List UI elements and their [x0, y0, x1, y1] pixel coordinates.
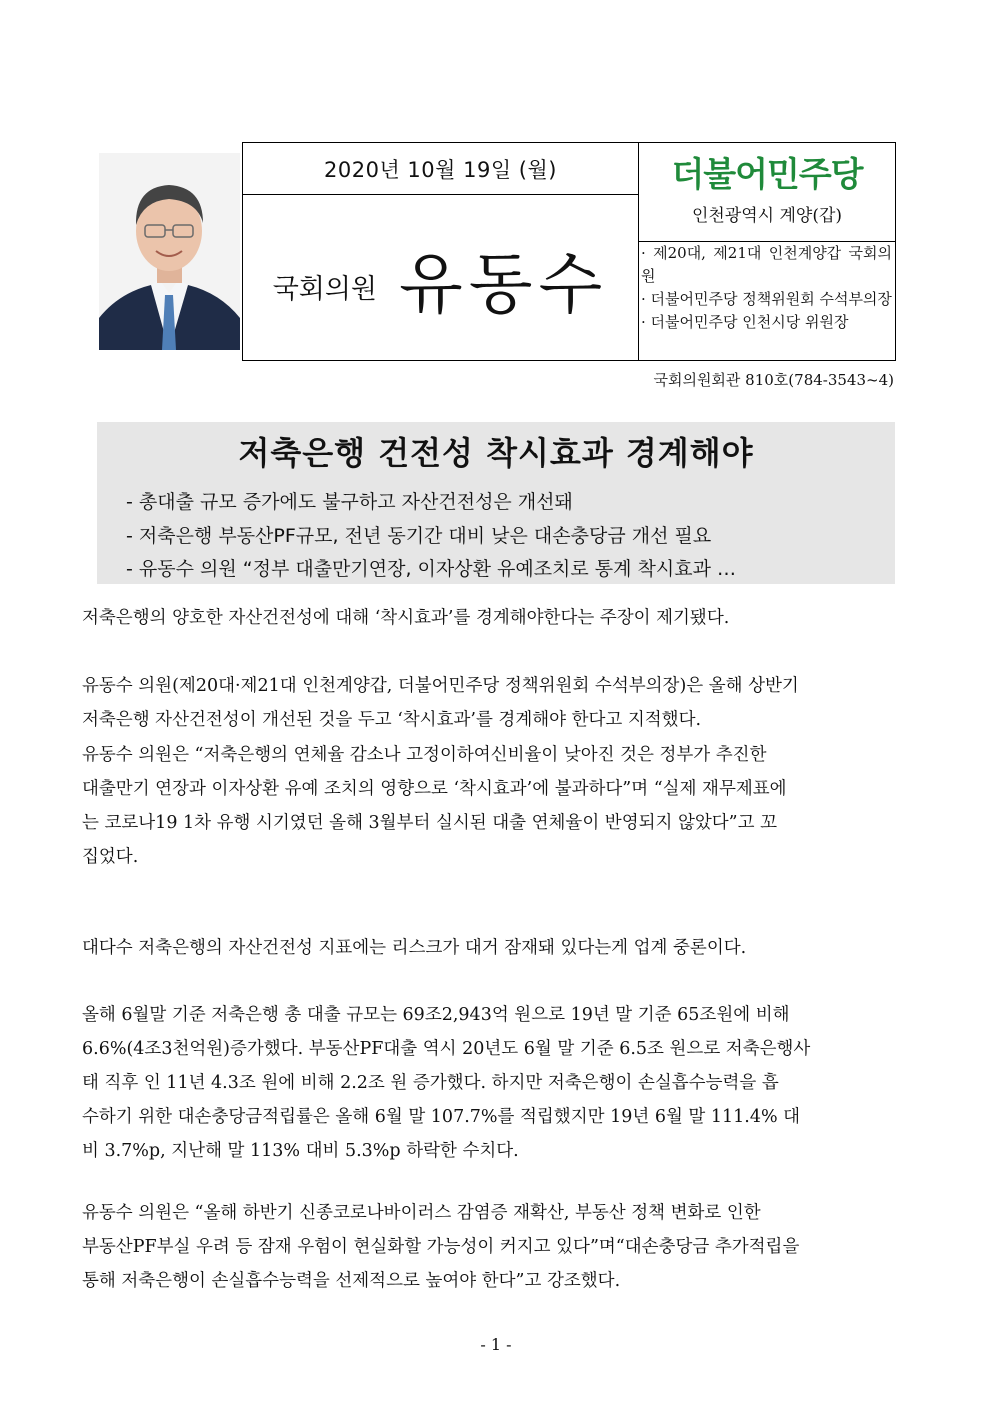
header-table [242, 142, 896, 361]
paragraph-line: 통해 저축은행이 손실흡수능력을 선제적으로 높여야 한다”고 강조했다. [82, 1271, 621, 1291]
district: 인천광역시 계양(갑) [691, 206, 843, 226]
headline-box [97, 422, 895, 584]
paragraph-line: 저축은행의 양호한 자산건전성에 대해 ‘착시효과’를 경계해야한다는 주장이 제기됐다. [82, 608, 730, 628]
paragraph-4 [82, 931, 897, 965]
paragraph-line: 대출만기 연장과 이자상환 유예 조치의 영향으로 ‘착시효과’에 불과하다”며 “실제 재무제표에 [82, 779, 787, 799]
page-number: - 1 - [480, 1335, 512, 1354]
career-item: · 더불어민주당 인천시당 위원장 [641, 313, 849, 331]
paragraph-6 [82, 1196, 897, 1298]
paragraph-3 [82, 738, 897, 874]
paragraph-line: 대다수 저축은행의 자산건전성 지표에는 리스크가 대거 잠재돼 있다는게 업계 중론이다. [82, 938, 747, 958]
paragraph-line: 집었다. [82, 847, 139, 867]
subtitle: - 유동수 의원 “정부 대출만기연장, 이자상환 유예조치로 통계 착시효과 … [126, 558, 737, 580]
paragraph-line: 부동산PF부실 우려 등 잠재 우험이 현실화할 가능성이 커지고 있다”며“대손충당금 추가적립을 [82, 1237, 800, 1257]
subtitle: - 저축은행 부동산PF규모, 전년 동기간 대비 낮은 대손충당금 개선 필요 [126, 525, 712, 547]
subtitle: - 총대출 규모 증가에도 불구하고 자산건전성은 개선돼 [126, 491, 573, 513]
name-row [243, 195, 638, 360]
paragraph-1 [82, 601, 897, 635]
paragraph-line: 유동수 의원은 “올해 하반기 신종코로나바이러스 감염증 재확산, 부동산 정책 변화로 인한 [82, 1203, 761, 1223]
paragraph-line: 유동수 의원은 “저축은행의 연체율 감소나 고정이하여신비율이 낮아진 것은 정부가 추진한 [82, 745, 767, 765]
headline-title: 저축은행 건전성 착시효과 경계해야 [238, 434, 754, 472]
portrait-image [99, 153, 240, 350]
release-date: 2020년 10월 19일 (월) [243, 143, 638, 195]
portrait-photo [99, 153, 240, 350]
member-name: 유동수 [399, 246, 609, 323]
paragraph-2 [82, 669, 897, 737]
career-list [639, 241, 895, 360]
paragraph-line: 비 3.7%p, 지난해 말 113% 대비 5.3%p 하락한 수치다. [82, 1141, 519, 1161]
paragraph-line: 태 직후 인 11년 4.3조 원에 비해 2.2조 원 증가했다. 하지만 저축은행이 손실흡수능력을 흡 [82, 1073, 779, 1093]
header-left [243, 143, 639, 360]
paragraph-line: 올해 6월말 기준 저축은행 총 대출 규모는 69조2,943억 원으로 19년 말 기준 65조원에 비해 [82, 1005, 790, 1025]
paragraph-line: 수하기 위한 대손충당금적립률은 올해 6월 말 107.7%를 적립했지만 19년 6월 말 111.4% 대 [82, 1107, 801, 1127]
office-info: 국회의원회관 810호(784-3543~4) [653, 371, 894, 389]
paragraph-line: 6.6%(4조3천억원)증가했다. 부동산PF대출 역시 20년도 6월 말 기준 6.5조 원으로 저축은행사 [82, 1039, 811, 1059]
paragraph-line: 저축은행 자산건전성이 개선된 것을 두고 ‘착시효과’를 경계해야 한다고 지적했다. [82, 710, 702, 730]
career-item: · 더불어민주당 정책위원회 수석부의장 [641, 290, 892, 308]
paragraph-line: 는 코로나19 1차 유행 시기였던 올해 3월부터 실시된 대출 연체율이 반영되지 않았다”고 꼬 [82, 813, 778, 833]
party-logo: 더불어민주당 [671, 155, 863, 195]
career-item: · 제20대, 제21대 인천계양갑 국회의원 [641, 244, 892, 285]
paragraph-line: 유동수 의원(제20대·제21대 인천계양갑, 더불어민주당 정책위원회 수석부의장)은 올해 상반기 [82, 676, 799, 696]
paragraph-5 [82, 998, 897, 1168]
member-role: 국회의원 [272, 274, 378, 305]
header-right [639, 143, 895, 360]
